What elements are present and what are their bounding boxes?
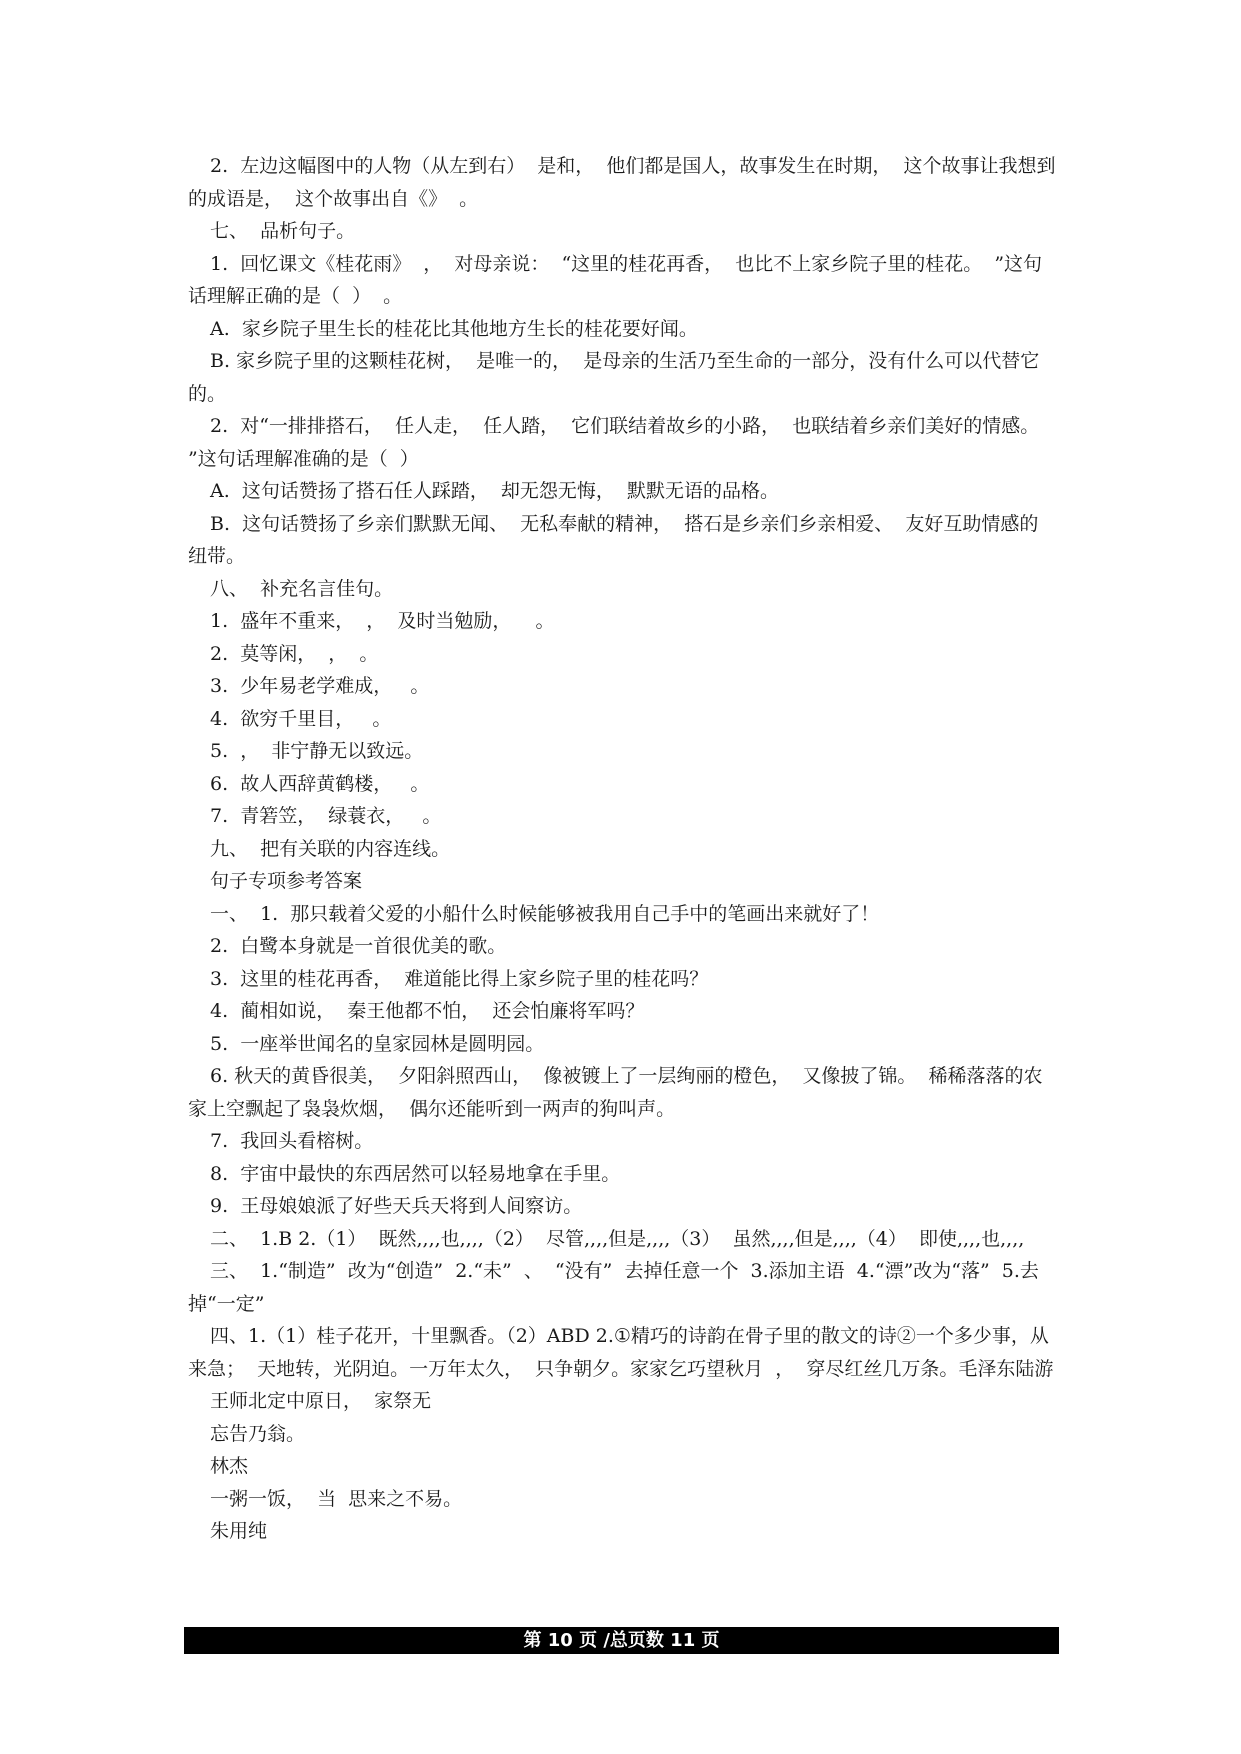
text-paragraph: 2. 对“一排排搭石， 任人走， 任人踏， 它们联结着故乡的小路， 也联结着乡亲们美好的情感。 ”这句话理解准确的是（ ） [188,415,1052,470]
text-paragraph: 6. 秋天的黄昏很美， 夕阳斜照西山， 像被镀上了一层绚丽的橙色， 又像披了锦。 稀稀落落的农家上空飘起了袅袅炊烟， 偶尔还能听到一两声的狗叫声。 [188,1065,1043,1120]
text-paragraph: 4. 蔺相如说， 秦王他都不怕， 还会怕廉将军吗？ [210,1000,645,1022]
text-paragraph: 四、1.（1）桂子花开，十里飘香。（2）ABD 2.①精巧的诗韵在骨子里的散文的诗②一个多少事，从来急； 天地转，光阴迫。一万年太久， 只争朝夕。家家乞巧望秋月 ， 穿尽红丝几万条。毛泽东陆游 [188,1325,1054,1380]
text-paragraph: A. 这句话赞扬了搭石任人踩踏， 却无怨无悔， 默默无语的品格。 [210,480,779,502]
text-paragraph: 八、 补充名言佳句。 [210,577,394,600]
text-paragraph: 二、 1.B 2.（1） 既然,,,,也,,,,（2） 尽管,,,,但是,,,,（3） 虽然,,,,但是,,,,（4） 即使,,,,也,,,, [210,1227,1025,1250]
text-paragraph: 王师北定中原日， 家祭无 [210,1390,432,1412]
text-paragraph: 3. 少年易老学难成， 。 [210,675,430,697]
text-paragraph: 林杰 [210,1455,249,1477]
text-paragraph: 朱用纯 [210,1520,268,1542]
text-paragraph: 1. 盛年不重来， ， 及时当勉励， 。 [210,610,555,632]
text-paragraph: 3. 这里的桂花再香， 难道能比得上家乡院子里的桂花吗？ [210,967,709,990]
text-paragraph: 九、 把有关联的内容连线。 [210,837,451,860]
text-paragraph: 4. 欲穷千里目， 。 [210,707,392,730]
document-body [188,150,1056,1548]
text-paragraph: 7. 青箬笠， 绿蓑衣， 。 [210,805,442,827]
text-paragraph: 2. 左边这幅图中的人物（从左到右） 是和， 他们都是国人，故事发生在时期， 这个故事让我想到的成语是， 这个故事出自《》 。 [188,155,1056,210]
text-paragraph: 一、 1. 那只载着父爱的小船什么时候能够被我用自己手中的笔画出来就好了！ [210,902,880,925]
text-paragraph: B. 这句话赞扬了乡亲们默默无闻、 无私奉献的精神， 搭石是乡亲们乡亲相爱、 友好互助情感的纽带。 [188,512,1039,567]
text-paragraph: 9. 王母娘娘派了好些天兵天将到人间察访。 [210,1195,583,1217]
text-paragraph: 三、 1.“制造” 改为“创造” 2.“未” 、 “没有” 去掉任意一个 3.添加主语 4.“漂”改为“落” 5.去掉“一定” [188,1260,1039,1315]
text-paragraph: 5. ， 非宁静无以致远。 [210,740,424,762]
text-paragraph: 一粥一饭， 当 思来之不易。 [210,1487,463,1510]
text-paragraph: 5. 一座举世闻名的皇家园林是圆明园。 [210,1032,545,1055]
text-paragraph: 1. 回忆课文《桂花雨》 ， 对母亲说： “这里的桂花再香， 也比不上家乡院子里的桂花。 ”这句话理解正确的是（ ） 。 [188,252,1043,307]
text-paragraph: 2. 白鹭本身就是一首很优美的歌。 [210,935,507,957]
text-paragraph: A. 家乡院子里生长的桂花比其他地方生长的桂花要好闻。 [210,317,698,340]
text-paragraph: 7. 我回头看榕树。 [210,1130,374,1152]
text-paragraph: 6. 故人西辞黄鹤楼， 。 [210,772,430,795]
page-footer: 第 10 页 /总页数 11 页 [184,1627,1059,1654]
text-paragraph: 忘告乃翁。 [210,1422,306,1445]
text-paragraph: B. 家乡院子里的这颗桂花树， 是唯一的， 是母亲的生活乃至生命的一部分，没有什么可以代替它的。 [188,350,1040,405]
text-paragraph: 句子专项参考答案 [210,870,363,892]
text-paragraph: 8. 宇宙中最快的东西居然可以轻易地拿在手里。 [210,1162,621,1185]
text-paragraph: 七、 品析句子。 [210,220,356,242]
text-paragraph: 2. 莫等闲， ， 。 [210,642,379,665]
